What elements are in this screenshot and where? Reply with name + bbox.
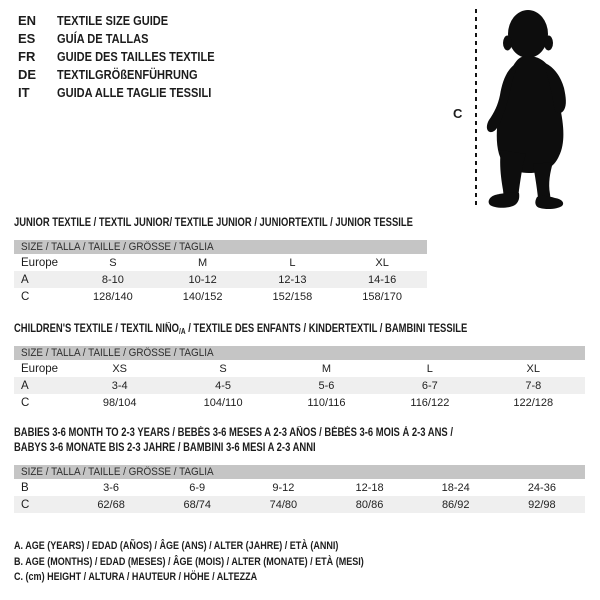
junior-table-title-text: JUNIOR TEXTILE / TEXTIL JUNIOR/ TEXTILE JUNIOR / JUNIORTEXTIL / JUNIOR TESSILE bbox=[14, 217, 413, 229]
size-value-cell: 6-9 bbox=[189, 481, 206, 494]
footnote-c-text: C. (cm) HEIGHT / ALTURA / HAUTEUR / HÖHE / ALTEZZA bbox=[14, 571, 258, 583]
table-row bbox=[14, 254, 427, 271]
size-value-cell: 4-5 bbox=[171, 377, 274, 394]
table-row bbox=[14, 377, 585, 394]
size-value-cell: 6-7 bbox=[378, 377, 481, 394]
table-row bbox=[14, 360, 585, 377]
size-value-cell: 116/122 bbox=[410, 396, 450, 409]
babies-title-line1: BABIES 3-6 MONTH TO 2-3 YEARS / BEBÉS 3-6 MESES A 2-3 AÑOS / BÉBÉS 3-6 MOIS À 2-3 ANS / bbox=[14, 427, 453, 439]
size-value-cell: M bbox=[198, 256, 208, 269]
row-label: C bbox=[21, 396, 30, 409]
size-header-bar bbox=[14, 465, 585, 479]
size-value-cell: 158/170 bbox=[362, 290, 402, 303]
top-header bbox=[0, 0, 600, 212]
row-label: Europe bbox=[21, 362, 59, 375]
toddler-figure bbox=[450, 6, 595, 212]
size-value-cell: 7-8 bbox=[482, 377, 585, 394]
babies-title-line2: BABYS 3-6 MONATE BIS 2-3 JAHRE / BAMBINI 3-6 MESI A 2-3 ANNI bbox=[14, 441, 316, 454]
size-value-cell: 80/86 bbox=[326, 496, 412, 513]
title-subscript: /A bbox=[179, 327, 186, 336]
language-row-en bbox=[18, 11, 242, 29]
size-value-cell: 110/116 bbox=[307, 396, 346, 409]
language-label: TEXTILE SIZE GUIDE bbox=[57, 12, 169, 28]
size-value-cell: 152/158 bbox=[272, 290, 313, 303]
language-code: IT bbox=[18, 84, 30, 100]
footnote-b-text: B. AGE (MONTHS) / EDAD (MESES) / ÂGE (MOIS) / ALTER (MONATE) / ETÀ (MESI) bbox=[14, 555, 364, 568]
height-dashed-line bbox=[475, 9, 477, 209]
table-row bbox=[14, 479, 585, 496]
size-value-cell: 9-12 bbox=[272, 481, 295, 494]
language-code: DE bbox=[18, 66, 37, 82]
junior-table bbox=[14, 240, 427, 305]
size-value-cell: 12-13 bbox=[248, 271, 338, 288]
size-value-cell: 128/140 bbox=[92, 290, 133, 303]
size-value-cell: L bbox=[426, 362, 433, 375]
language-list bbox=[18, 11, 242, 101]
junior-table-title bbox=[14, 217, 600, 230]
size-value-cell: 18-24 bbox=[441, 481, 470, 494]
language-code: ES bbox=[18, 30, 36, 46]
size-value-cell: 74/80 bbox=[240, 496, 326, 513]
height-measure-label: C bbox=[453, 106, 463, 121]
size-value-cell: S bbox=[109, 256, 117, 269]
size-value-cell: 122/128 bbox=[513, 396, 554, 409]
table-row bbox=[14, 288, 427, 305]
language-label: GUIDA ALLE TAGLIE TESSILI bbox=[57, 84, 212, 100]
language-label: GUIDE DES TAILLES TEXTILE bbox=[57, 48, 215, 64]
language-label: GUÍA DE TALLAS bbox=[57, 30, 149, 46]
size-header-text: SIZE / TALLA / TAILLE / GRÖSSE / TAGLIA bbox=[21, 347, 214, 359]
children-section bbox=[14, 323, 600, 411]
row-label: C bbox=[21, 290, 30, 303]
row-label: A bbox=[14, 271, 68, 288]
size-value-cell: 14-16 bbox=[337, 271, 427, 288]
language-row-fr bbox=[18, 47, 242, 65]
language-row-es bbox=[18, 29, 242, 47]
language-code: EN bbox=[18, 12, 37, 28]
size-value-cell: 86/92 bbox=[413, 496, 499, 513]
size-value-cell: M bbox=[321, 362, 332, 375]
size-header-bar bbox=[14, 346, 585, 360]
children-table-title-text bbox=[14, 323, 467, 338]
title-post: / TEXTILE DES ENFANTS / KINDERTEXTIL / BAMBINI TESSILE bbox=[185, 323, 468, 335]
size-value-cell: S bbox=[219, 362, 227, 375]
size-value-cell: 8-10 bbox=[68, 271, 158, 288]
language-code: FR bbox=[18, 48, 36, 64]
size-value-cell: 12-18 bbox=[355, 481, 384, 494]
size-value-cell: XL bbox=[526, 362, 541, 375]
size-value-cell: 140/152 bbox=[182, 290, 223, 303]
table-row bbox=[14, 496, 585, 513]
size-value-cell: 3-6 bbox=[103, 481, 120, 494]
language-row-it bbox=[18, 83, 242, 101]
size-value-cell: 62/68 bbox=[68, 496, 154, 513]
babies-section bbox=[14, 426, 600, 513]
row-label: B bbox=[21, 481, 29, 494]
size-value-cell: 98/104 bbox=[102, 396, 137, 409]
footnote-b bbox=[14, 555, 600, 571]
row-label: C bbox=[14, 496, 68, 513]
size-header-text: SIZE / TALLA / TAILLE / GRÖSSE / TAGLIA bbox=[21, 466, 214, 478]
size-value-cell: L bbox=[289, 256, 296, 269]
babies-table-title bbox=[14, 426, 600, 455]
language-label: TEXTILGRÖßENFÜHRUNG bbox=[57, 66, 198, 82]
size-value-cell: 68/74 bbox=[154, 496, 240, 513]
footnote-a-text: A. AGE (YEARS) / EDAD (AÑOS) / ÂGE (ANS) / ALTER (JAHRE) / ETÀ (ANNI) bbox=[14, 540, 339, 552]
junior-section bbox=[14, 217, 600, 305]
footnote-list bbox=[14, 539, 600, 586]
children-table-title bbox=[14, 323, 600, 336]
size-header-text: SIZE / TALLA / TAILLE / GRÖSSE / TAGLIA bbox=[21, 241, 214, 253]
footnote-c bbox=[14, 570, 600, 586]
size-value-cell: 24-36 bbox=[527, 481, 556, 494]
table-row bbox=[14, 271, 427, 288]
toddler-silhouette bbox=[485, 6, 587, 212]
language-row-de bbox=[18, 65, 242, 83]
size-header-bar bbox=[14, 240, 427, 254]
children-table bbox=[14, 346, 585, 411]
footnote-a bbox=[14, 539, 600, 555]
row-label: Europe bbox=[21, 256, 59, 269]
babies-table bbox=[14, 465, 585, 513]
size-value-cell: 10-12 bbox=[158, 271, 248, 288]
size-value-cell: XS bbox=[112, 362, 128, 375]
table-row bbox=[14, 394, 585, 411]
row-label: A bbox=[14, 377, 68, 394]
size-value-cell: 92/98 bbox=[499, 496, 585, 513]
size-value-cell: XL bbox=[375, 256, 389, 269]
size-value-cell: 3-4 bbox=[68, 377, 171, 394]
title-pre: CHILDREN'S TEXTILE / TEXTIL NIÑO bbox=[14, 323, 180, 335]
size-value-cell: 5-6 bbox=[275, 377, 378, 394]
size-value-cell: 104/110 bbox=[203, 396, 243, 409]
